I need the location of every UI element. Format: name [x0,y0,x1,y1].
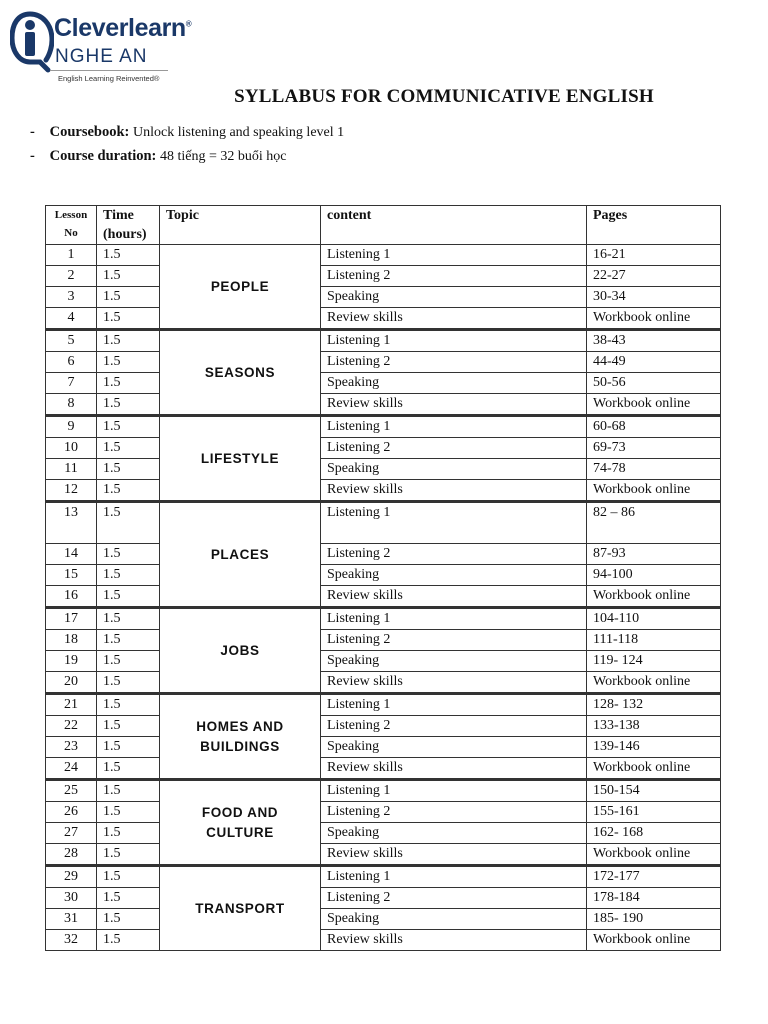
time-cell: 1.5 [97,352,160,373]
content-cell: Listening 2 [321,888,587,909]
time-cell: 1.5 [97,802,160,823]
pages-cell: 150-154 [587,780,721,802]
content-cell: Review skills [321,844,587,866]
lesson-number-cell: 9 [46,416,97,438]
table-row [46,459,721,480]
duration-label: Course duration: [49,148,157,164]
pages-cell: 30-34 [587,287,721,308]
topic-cell [160,245,321,330]
pages-cell: 94-100 [587,565,721,586]
table-row [46,651,721,672]
table-row [46,758,721,780]
pages-cell: 44-49 [587,352,721,373]
content-cell: Speaking [321,823,587,844]
lesson-number-cell: 7 [46,373,97,394]
content-cell: Listening 2 [321,266,587,287]
lesson-number-cell: 5 [46,330,97,352]
content-cell: Listening 1 [321,330,587,352]
logo-brand-text: Cleverlearn® [54,14,192,42]
content-cell: Review skills [321,480,587,502]
topic-line: PEOPLE [210,278,270,294]
table-row [46,438,721,459]
topic-line: CULTURE [206,824,274,840]
time-cell: 1.5 [97,716,160,737]
content-cell: Listening 1 [321,608,587,630]
content-cell: Listening 1 [321,694,587,716]
duration-value: 48 tiếng = 32 buổi học [160,149,287,164]
time-cell: 1.5 [97,866,160,888]
topic-line: HOMES AND [196,718,284,734]
lesson-number-cell: 10 [46,438,97,459]
content-cell: Listening 1 [321,780,587,802]
bullet-dash: - [30,124,35,140]
duration-line [30,148,287,165]
content-cell: Speaking [321,459,587,480]
pages-cell: 128- 132 [587,694,721,716]
pages-cell: Workbook online [587,930,721,951]
lesson-number-cell: 17 [46,608,97,630]
time-cell: 1.5 [97,844,160,866]
pages-cell: 178-184 [587,888,721,909]
pages-cell: 185- 190 [587,909,721,930]
lesson-number-cell: 11 [46,459,97,480]
lesson-number-cell: 31 [46,909,97,930]
topic-line: BUILDINGS [200,738,280,754]
time-cell: 1.5 [97,308,160,330]
time-cell: 1.5 [97,758,160,780]
pages-cell: 111-118 [587,630,721,651]
table-row [46,823,721,844]
pages-cell: 119- 124 [587,651,721,672]
table-row [46,909,721,930]
pages-cell: 16-21 [587,245,721,266]
pages-cell: 155-161 [587,802,721,823]
content-cell: Speaking [321,651,587,672]
lesson-number-cell: 18 [46,630,97,651]
syllabus-table [45,205,721,951]
time-cell: 1.5 [97,930,160,951]
time-cell: 1.5 [97,565,160,586]
header-pages: Pages [587,206,721,245]
pages-cell: Workbook online [587,394,721,416]
pages-cell: 60-68 [587,416,721,438]
header-lesson-no: Lesson No [46,206,97,245]
pages-cell: 162- 168 [587,823,721,844]
content-cell: Listening 2 [321,716,587,737]
topic-cell [160,866,321,951]
cleverlearn-logo [10,10,192,90]
logo-tagline: English Learning Reinvented® [58,74,160,83]
lesson-number-cell: 4 [46,308,97,330]
table-row [46,266,721,287]
topic-line: PLACES [210,546,270,562]
content-cell: Listening 1 [321,416,587,438]
lesson-number-cell: 14 [46,544,97,565]
topic-cell [160,694,321,780]
topic-line: JOBS [220,642,260,658]
pages-cell: Workbook online [587,672,721,694]
topic-cell [160,416,321,502]
topic-cell [160,608,321,694]
table-row [46,287,721,308]
pages-cell: Workbook online [587,480,721,502]
coursebook-line [30,124,344,141]
time-cell: 1.5 [97,459,160,480]
document-title: SYLLABUS FOR COMMUNICATIVE ENGLISH [234,86,654,107]
logo-mark-icon [10,10,54,74]
content-cell: Listening 2 [321,352,587,373]
lesson-number-cell: 8 [46,394,97,416]
lesson-number-cell: 13 [46,502,97,544]
content-cell: Listening 2 [321,802,587,823]
content-cell: Review skills [321,672,587,694]
content-cell: Speaking [321,737,587,758]
table-row [46,480,721,502]
content-cell: Speaking [321,565,587,586]
lesson-number-cell: 19 [46,651,97,672]
table-row [46,565,721,586]
time-cell: 1.5 [97,287,160,308]
lesson-number-cell: 32 [46,930,97,951]
pages-cell: 133-138 [587,716,721,737]
table-row [46,888,721,909]
lesson-number-cell: 12 [46,480,97,502]
pages-cell: 50-56 [587,373,721,394]
time-cell: 1.5 [97,737,160,758]
pages-cell: 87-93 [587,544,721,565]
time-cell: 1.5 [97,694,160,716]
pages-cell: 104-110 [587,608,721,630]
pages-cell: 172-177 [587,866,721,888]
bullet-dash: - [30,148,35,164]
lesson-number-cell: 20 [46,672,97,694]
lesson-number-cell: 15 [46,565,97,586]
lesson-number-cell: 23 [46,737,97,758]
topic-cell [160,502,321,608]
content-cell: Review skills [321,930,587,951]
table-row [46,394,721,416]
table-row [46,672,721,694]
table-row [46,544,721,565]
time-cell: 1.5 [97,438,160,459]
table-row [46,844,721,866]
lesson-number-cell: 16 [46,586,97,608]
pages-cell: 82 – 86 [587,502,721,544]
lesson-number-cell: 3 [46,287,97,308]
lesson-number-cell: 27 [46,823,97,844]
table-row [46,608,721,630]
table-row [46,802,721,823]
lesson-number-cell: 2 [46,266,97,287]
time-cell: 1.5 [97,888,160,909]
lesson-number-cell: 21 [46,694,97,716]
pages-cell: Workbook online [587,308,721,330]
table-row [46,245,721,266]
table-header-row [46,206,721,245]
coursebook-value: Unlock listening and speaking level 1 [133,125,345,140]
pages-cell: 74-78 [587,459,721,480]
topic-line: SEASONS [204,364,276,380]
content-cell: Listening 1 [321,866,587,888]
coursebook-label: Coursebook: [49,124,130,140]
content-cell: Speaking [321,287,587,308]
table-row [46,308,721,330]
content-cell: Review skills [321,586,587,608]
time-cell: 1.5 [97,330,160,352]
pages-cell: 22-27 [587,266,721,287]
content-cell: Listening 2 [321,630,587,651]
table-row [46,737,721,758]
lesson-number-cell: 26 [46,802,97,823]
table-row [46,352,721,373]
lesson-number-cell: 29 [46,866,97,888]
time-cell: 1.5 [97,394,160,416]
time-cell: 1.5 [97,651,160,672]
topic-cell [160,780,321,866]
pages-cell: Workbook online [587,758,721,780]
table-row [46,586,721,608]
header-topic: Topic [160,206,321,245]
content-cell: Listening 2 [321,544,587,565]
time-cell: 1.5 [97,544,160,565]
time-cell: 1.5 [97,502,160,544]
pages-cell: 38-43 [587,330,721,352]
content-cell: Review skills [321,758,587,780]
table-row [46,373,721,394]
table-row [46,716,721,737]
topic-cell [160,330,321,416]
table-row [46,780,721,802]
time-cell: 1.5 [97,416,160,438]
table-row [46,416,721,438]
pages-cell: 139-146 [587,737,721,758]
content-cell: Speaking [321,909,587,930]
pages-cell: Workbook online [587,586,721,608]
topic-line: TRANSPORT [195,900,285,916]
pages-cell: 69-73 [587,438,721,459]
header-content: content [321,206,587,245]
lesson-number-cell: 28 [46,844,97,866]
time-cell: 1.5 [97,608,160,630]
topic-line: LIFESTYLE [200,450,280,466]
content-cell: Listening 1 [321,502,587,544]
time-cell: 1.5 [97,245,160,266]
time-cell: 1.5 [97,780,160,802]
content-cell: Review skills [321,308,587,330]
topic-line: FOOD AND [201,804,279,820]
time-cell: 1.5 [97,266,160,287]
content-cell: Listening 1 [321,245,587,266]
table-row [46,694,721,716]
table-row [46,330,721,352]
time-cell: 1.5 [97,672,160,694]
logo-divider [50,70,168,71]
lesson-number-cell: 1 [46,245,97,266]
content-cell: Speaking [321,373,587,394]
time-cell: 1.5 [97,480,160,502]
header-time: Time (hours) [97,206,160,245]
table-row [46,930,721,951]
content-cell: Listening 2 [321,438,587,459]
lesson-number-cell: 24 [46,758,97,780]
content-cell: Review skills [321,394,587,416]
table-row [46,502,721,544]
pages-cell: Workbook online [587,844,721,866]
lesson-number-cell: 25 [46,780,97,802]
table-row [46,866,721,888]
time-cell: 1.5 [97,823,160,844]
time-cell: 1.5 [97,373,160,394]
time-cell: 1.5 [97,630,160,651]
lesson-number-cell: 22 [46,716,97,737]
time-cell: 1.5 [97,909,160,930]
lesson-number-cell: 6 [46,352,97,373]
table-row [46,630,721,651]
lesson-number-cell: 30 [46,888,97,909]
time-cell: 1.5 [97,586,160,608]
logo-city-text: NGHE AN [55,46,148,67]
